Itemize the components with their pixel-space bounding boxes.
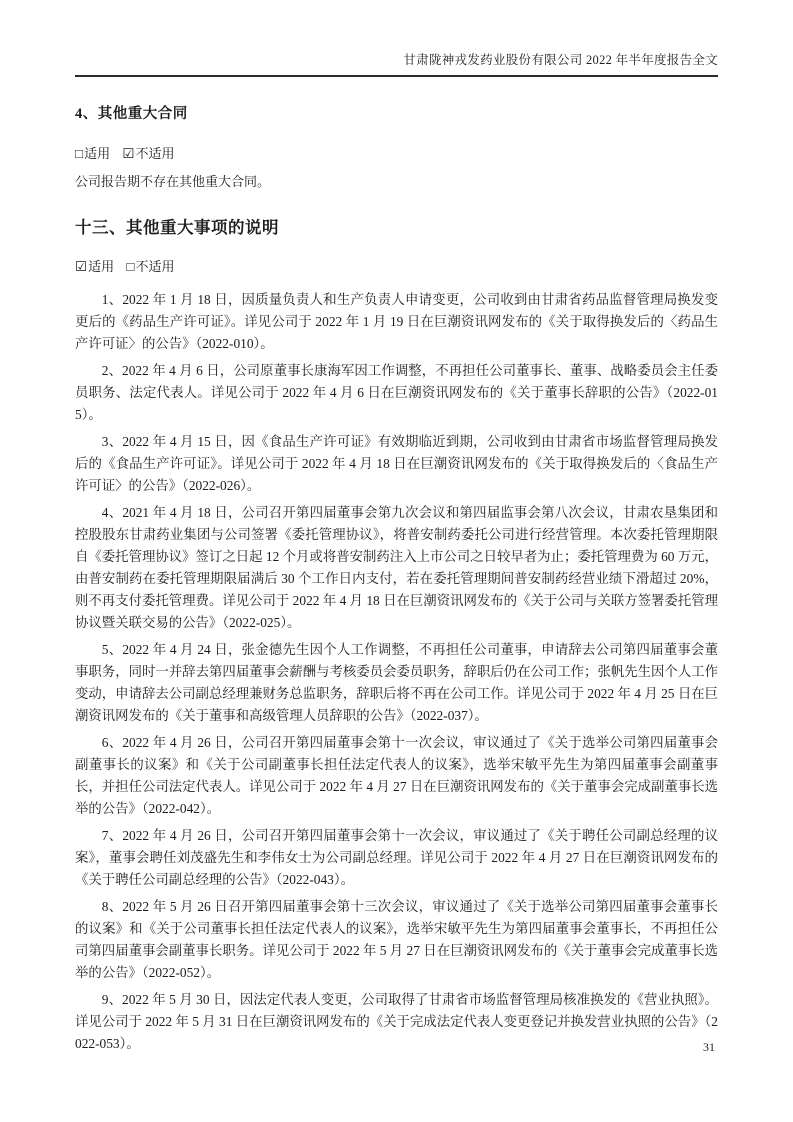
applicability-option <box>122 146 174 161</box>
report-paragraph: 7、2022 年 4 月 26 日，公司召开第四届董事会第十一次会议，审议通过了《关于聘任公司副总经理的议案》，董事会聘任刘茂盛先生和李伟女士为公司副总经理。详见公司于 2022 年 4 月 27 日在巨潮资讯网发布的《关于聘任公司副总经理的公告》（2022-043）。 <box>75 828 718 887</box>
checkbox-unchecked-icon: □ <box>75 146 84 161</box>
section-heading-other-matters: 十三、其他重大事项的说明 <box>75 218 279 237</box>
report-paragraph: 3、2022 年 4 月 15 日，因《食品生产许可证》有效期临近到期，公司收到由甘肃省市场监督管理局换发后的《食品生产许可证》。详见公司于 2022 年 4 月 18 日在巨潮资讯网发布的《关于取得换发后的〈食品生产许可证〉的公告》（2022-026）。 <box>75 434 718 493</box>
report-title: 甘肃陇神戎发药业股份有限公司 2022 年半年度报告全文 <box>403 53 718 67</box>
applicability-row-contracts <box>75 143 718 162</box>
checkbox-unchecked-icon: □ <box>126 259 135 274</box>
section-heading-other-contracts: 4、其他重大合同 <box>75 106 188 122</box>
checkbox-checked-icon: ☑ <box>122 146 135 161</box>
contracts-note: 公司报告期不存在其他重大合同。 <box>75 174 271 189</box>
report-paragraph: 1、2022 年 1 月 18 日，因质量负责人和生产负责人申请变更，公司收到由甘肃省药品监督管理局换发变更后的《药品生产许可证》。详见公司于 2022 年 1 月 19 日在巨潮资讯网发布的《关于取得换发后的〈药品生产许可证〉的公告》（2022-010）。 <box>75 292 718 351</box>
applicability-label: 适用 <box>88 259 115 274</box>
report-paragraph: 6、2022 年 4 月 26 日，公司召开第四届董事会第十一次会议，审议通过了《关于选举公司第四届董事会副董事长的议案》和《关于公司副董事长担任法定代表人的议案》，选举宋敏平先生为第四届董事会副董事长，并担任公司法定代表人。详见公司于 2022 年 4 月 27 日在巨潮资讯网发布的《关于董事会完成副董事长选举的公告》（2022-042）。 <box>75 735 718 816</box>
applicability-option <box>75 259 114 274</box>
report-paragraph: 9、2022 年 5 月 30 日，因法定代表人变更，公司取得了甘肃省市场监督管理局核准换发的《营业执照》。详见公司于 2022 年 5 月 31 日在巨潮资讯网发布的《关于完成法定代表人变更登记并换发营业执照的公告》（2022-053）。 <box>75 992 718 1051</box>
applicability-option <box>126 259 174 274</box>
applicability-row-other-matters <box>75 256 718 275</box>
report-paragraph: 5、2022 年 4 月 24 日，张金德先生因个人工作调整，不再担任公司董事，申请辞去公司第四届董事会董事职务，同时一并辞去第四届董事会薪酬与考核委员会委员职务，辞职后仍在公司工作；张帆先生因个人工作变动，申请辞去公司副总经理兼财务总监职务，辞职后将不再在公司工作。详见公司于 2022 年 4 月 25 日在巨潮资讯网发布的《关于董事和高级管理人员辞职的公告》（2022-037）。 <box>75 642 718 723</box>
applicability-option <box>75 146 110 161</box>
checkbox-checked-icon: ☑ <box>75 259 88 274</box>
running-header <box>75 50 718 77</box>
applicability-label: 适用 <box>84 146 111 161</box>
other-matters-body <box>75 289 718 1055</box>
report-paragraph: 4、2021 年 4 月 18 日，公司召开第四届董事会第九次会议和第四届监事会第八次会议，甘肃农垦集团和控股股东甘肃药业集团与公司签署《委托管理协议》，将普安制药委托公司进行经营管理。本次委托管理期限自《委托管理协议》签订之日起 12 个月或将普安制药注入上市公司之日较早者为止；委托管理费为 60 万元，由普安制药在委托管理期限届满后 30 个工作日内支付，若在委托管理期间普安制药经营业绩下滑超过 20%，则不再支付委托管理费。详见公司于 2022 年 4 月 18 日在巨潮资讯网发布的《关于公司与关联方签署委托管理协议暨关联交易的公告》（2022-025）。 <box>75 505 718 630</box>
report-paragraph: 8、2022 年 5 月 26 日召开第四届董事会第十三次会议，审议通过了《关于选举公司第四届董事会董事长的议案》和《关于公司董事长担任法定代表人的议案》，选举宋敏平先生为第四届董事会董事长，不再担任公司第四届董事会副董事长职务。详见公司于 2022 年 5 月 27 日在巨潮资讯网发布的《关于董事会完成董事长选举的公告》（2022-052）。 <box>75 899 718 980</box>
applicability-label: 不适用 <box>135 146 175 161</box>
applicability-label: 不适用 <box>135 259 175 274</box>
report-paragraph: 2、2022 年 4 月 6 日，公司原董事长康海军因工作调整，不再担任公司董事长、董事、战略委员会主任委员职务、法定代表人。详见公司于 2022 年 4 月 6 日在巨潮资讯网发布的《关于董事长辞职的公告》（2022-015）。 <box>75 363 718 422</box>
page-number: 31 <box>703 1040 715 1054</box>
